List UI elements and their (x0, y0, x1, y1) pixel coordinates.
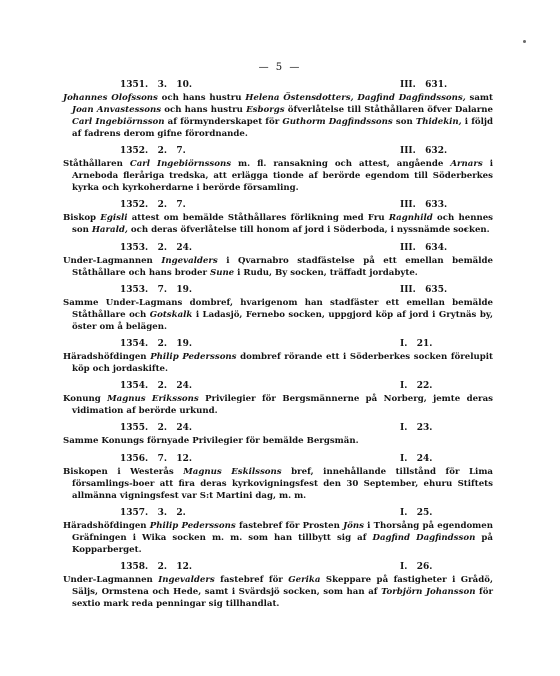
entry-header (63, 339, 493, 351)
entry-text (63, 212, 493, 236)
text-run: Konung (63, 394, 108, 405)
italic-name: Philip Pederssons (149, 520, 236, 531)
entry-text (63, 351, 493, 375)
entry-date: 1353. 2. 24. (120, 242, 193, 253)
text-run: i Arneboda fleråriga tredska, att erlägga tionde af berörde egendom till Söderberkes kyrka och kyrkoherdarne i berörde församling. (72, 159, 493, 194)
italic-name: Carl Ingebiörnssons (129, 159, 232, 170)
italic-name: Gotskalk (149, 309, 193, 320)
text-run: fastebref för (214, 574, 289, 585)
italic-name: Harald, (91, 225, 128, 236)
entry-header (63, 508, 493, 520)
text-run: m. fl. ransakning och attest, angående (231, 159, 451, 170)
entry-reference: III. 634. (400, 242, 448, 253)
italic-name: Thidekin, (415, 117, 462, 127)
text-run: Samme Konungs förnyade Privilegier för bemälde Bergsmän. (63, 436, 359, 447)
text-run: Biskopen i Westerås (63, 466, 184, 477)
entry-reference: I. 24. (400, 453, 433, 464)
italic-name: Ingevalders (161, 255, 218, 266)
entry-reference: III. 633. (400, 200, 448, 211)
entry-text (63, 158, 493, 194)
entry-header (63, 285, 493, 297)
italic-name: Dagfind Dagfindsson (372, 532, 476, 543)
entry-date: 1352. 2. 7. (120, 200, 186, 211)
italic-name: Ingevalders (158, 574, 215, 585)
text-run: attest om bemälde Ståthållares förlikning med Fru (127, 213, 389, 224)
text-run: fastebref för Prosten (235, 520, 344, 531)
text-run: af förmynderskapet för (164, 117, 283, 127)
text-run: Biskop (63, 213, 101, 224)
italic-name: Carl Ingebiörnsson (72, 117, 165, 127)
italic-name: Joan Anvastessons (72, 105, 162, 115)
entry-header (63, 423, 493, 435)
register-entry (63, 423, 493, 447)
entry-date: 1358. 2. 12. (120, 561, 193, 572)
italic-name: Jöns (343, 520, 364, 531)
text-run: i Rudu, By socken, träffadt jordabyte. (234, 267, 418, 278)
italic-name: Gerika (288, 574, 321, 585)
entry-date: 1352. 2. 7. (120, 146, 186, 157)
italic-name: Philip Pederssons (150, 351, 237, 362)
entry-reference: III. 635. (400, 284, 448, 295)
italic-name: Magnus Erikssons (107, 394, 199, 405)
text-run: Under-Lagmannen (63, 255, 162, 266)
entry-reference: III. 632. (400, 146, 448, 157)
entry-date: 1356. 7. 12. (120, 453, 193, 464)
text-run: i följd af fadrens derom gifne förordnande. (72, 117, 494, 139)
register-entry (63, 80, 493, 140)
entry-reference: I. 22. (400, 381, 433, 392)
italic-name: Arnars (450, 159, 483, 170)
text-run: Samme Under-Lagmans dombref, hvarigenom han stadfäster ett emellan bemälde Ståthållare och (63, 297, 493, 320)
entry-date: 1351. 3. 10. (120, 80, 193, 90)
entry-date: 1357. 3. 2. (120, 507, 186, 518)
entry-date: 1355. 2. 24. (120, 423, 193, 434)
register-entry (63, 146, 493, 194)
register-entry (63, 454, 493, 502)
italic-name: Sune (209, 267, 235, 278)
text-run: öfverlåtelse till Ståthållaren öfver Dalarne (284, 105, 493, 115)
text-run: bref, innehållande tillstånd för Lima församlings-boer att fira deras kyrkovigningsfest den 30 September, ehuru Stiftets allmänna vigningsfest var S:t Martini dag, m. m. (72, 466, 493, 501)
entry-date: 1354. 2. 24. (120, 381, 193, 392)
entry-header (63, 146, 493, 158)
italic-name: Esborgs (246, 105, 285, 115)
entry-text (63, 520, 493, 556)
text-run: Häradshöfdingen (63, 351, 151, 362)
text-run: Skeppare på fastigheter i Grådö, Säljs, Ormstena och Hede, samt i Svärdsjö socken, som han af (72, 574, 493, 597)
italic-name: Ragnhild (388, 213, 433, 224)
register-entry (63, 285, 493, 333)
text-run: och hans hustru (161, 105, 247, 115)
entry-text (63, 435, 493, 447)
italic-name: Magnus Eskilssons (183, 466, 282, 477)
entry-date: 1354. 2. 19. (120, 338, 193, 349)
register-entry (63, 562, 493, 610)
text-run: Ståthållaren (63, 159, 130, 170)
entry-text (63, 255, 493, 279)
register-entry (63, 381, 493, 417)
text-run: i Ladasjö, Fernebo socken, uppgjord köp af jord i Grytnäs by, öster om å belägen. (72, 309, 493, 332)
entry-reference: I. 23. (400, 423, 433, 434)
entry-reference: III. 631. (400, 80, 448, 90)
text-run: samt (465, 93, 493, 103)
entry-text (63, 297, 493, 333)
entry-text (63, 393, 493, 417)
entry-header (63, 562, 493, 574)
entry-text (63, 574, 493, 610)
register-entry (63, 200, 493, 236)
margin-dot (523, 40, 526, 43)
italic-name: Guthorm Dagfindssons (282, 117, 393, 127)
entry-reference: I. 26. (400, 561, 433, 572)
page-number: — 5 — (258, 62, 302, 73)
italic-name: Torbjörn Johansson (381, 586, 476, 597)
entry-header (63, 200, 493, 212)
entry-text (63, 92, 493, 140)
register-entry (63, 243, 493, 279)
entry-reference: I. 25. (400, 507, 433, 518)
entry-header (63, 243, 493, 255)
entry-date: 1353. 7. 19. (120, 284, 193, 295)
register-entry (63, 339, 493, 375)
register-entry (63, 508, 493, 556)
text-run: i Thorsång på egendomen Gräfningen i Wika socken m. m. som han tillbytt sig af (72, 520, 493, 543)
entry-header (63, 381, 493, 393)
text-run: och hans hustru (157, 93, 246, 103)
italic-name: Egisli (100, 213, 128, 224)
text-run: Häradshöfdingen (63, 520, 150, 531)
entry-header (63, 80, 493, 92)
text-run: dombref rörande ett i Söderberkes socken förelupit köp och jordaskifte. (72, 351, 494, 374)
text-run: för sextio mark reda penningar sig tillhandlat. (72, 586, 494, 609)
text-run: på Kopparberget. (72, 532, 493, 555)
text-run: och deras öfverlåtelse till honom af jord i Söderboda, i nyssnämde socken. (127, 225, 490, 236)
text-run: Privilegier för Bergsmännerne på Norberg, jemte deras vidimation af berörde urkund. (72, 394, 493, 417)
text-run: son (392, 117, 416, 127)
entry-header (63, 454, 493, 466)
entry-text (63, 466, 493, 502)
italic-name: Helena Östensdotters, Dagfind Dagfindssons, (245, 93, 466, 103)
italic-name: Johannes Olofssons (63, 93, 158, 103)
text-run: i Qvarnabro stadfästelse på ett emellan bemälde Ståthållare och hans broder (72, 255, 493, 278)
entry-reference: I. 21. (400, 338, 433, 349)
text-run: och hennes son (72, 213, 493, 236)
text-run: Under-Lagmannen (63, 574, 159, 585)
entry-list (63, 80, 493, 616)
